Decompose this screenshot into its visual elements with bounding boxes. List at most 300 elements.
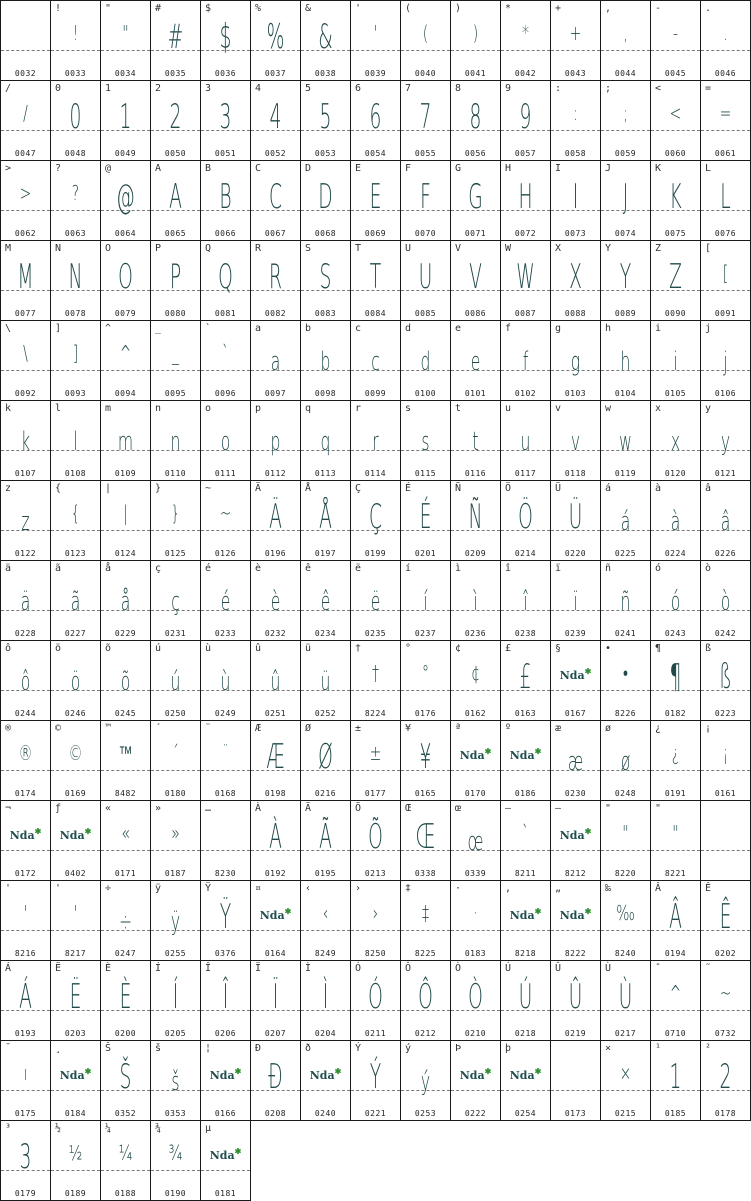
glyph-cell (600, 80, 651, 161)
glyph-preview: ~ (219, 501, 232, 525)
glyph-preview: ' (373, 21, 378, 45)
glyph-cell (700, 480, 751, 561)
glyph-char-label: ü (305, 643, 312, 654)
glyph-cell (700, 160, 751, 241)
glyph-cell (400, 720, 451, 801)
glyph-code: 0065 (164, 229, 187, 238)
missing-glyph-mark: Nda✱ (209, 1146, 242, 1162)
glyph-code: 0376 (214, 949, 237, 958)
glyph-preview: h (620, 347, 631, 377)
baseline-guide (51, 1090, 100, 1091)
glyph-cell (100, 720, 151, 801)
glyph-code: 0046 (714, 69, 737, 78)
glyph-preview: Ê (719, 897, 732, 937)
glyph-char-label: ¿ (655, 723, 662, 734)
glyph-char-label: < (655, 83, 662, 94)
glyph-cell (650, 640, 701, 721)
glyph-code: 0242 (714, 629, 737, 638)
glyph-cell (450, 400, 501, 481)
glyph-code: 0118 (564, 469, 587, 478)
missing-glyph-mark: Nda✱ (459, 746, 492, 762)
glyph-preview: & (318, 17, 333, 57)
glyph-code: 0221 (364, 1109, 387, 1118)
glyph-code: 0117 (514, 469, 537, 478)
glyph-preview: c (371, 347, 380, 377)
glyph-char-label: o (205, 403, 212, 414)
glyph-cell (100, 480, 151, 561)
glyph-char-label: á (605, 483, 612, 494)
glyph-code: 0213 (364, 869, 387, 878)
glyph-char-label: G (455, 163, 462, 174)
glyph-cell (0, 800, 51, 881)
glyph-code: 0250 (164, 709, 187, 718)
glyph-char-label: • (605, 643, 612, 654)
glyph-preview: ° (422, 661, 429, 685)
baseline-guide (551, 850, 600, 851)
glyph-code: 0216 (314, 789, 337, 798)
glyph-char-label: ³ (5, 1123, 12, 1134)
glyph-char-label: ' (55, 883, 62, 894)
glyph-code: 8225 (414, 949, 437, 958)
glyph-preview: ^ (119, 341, 132, 365)
glyph-preview: ! (72, 21, 79, 45)
glyph-code: 0093 (64, 389, 87, 398)
glyph-preview: Î (222, 977, 229, 1017)
glyph-cell (100, 80, 151, 161)
glyph-char-label: ý (405, 1043, 412, 1054)
glyph-code: 0062 (14, 229, 37, 238)
glyph-char-label: Ú (505, 963, 512, 974)
glyph-char-label: V (455, 243, 462, 254)
glyph-preview: = (719, 101, 732, 125)
glyph-code: 0338 (414, 869, 437, 878)
glyph-preview: e (470, 347, 481, 377)
glyph-char-label: v (555, 403, 562, 414)
glyph-cell (650, 960, 701, 1041)
glyph-preview: [ (722, 261, 729, 285)
glyph-char-label: 2 (155, 83, 162, 94)
glyph-preview: ë (370, 587, 381, 617)
glyph-code: 0251 (264, 709, 287, 718)
glyph-cell (0, 1120, 51, 1201)
glyph-code: 0110 (164, 469, 187, 478)
glyph-preview: 6 (369, 97, 382, 137)
glyph-code: 0212 (414, 1029, 437, 1038)
glyph-code: 0196 (264, 549, 287, 558)
glyph-code: 0072 (514, 229, 537, 238)
glyph-char-label: Ó (355, 963, 362, 974)
glyph-cell (450, 560, 501, 641)
glyph-code: 8218 (514, 949, 537, 958)
glyph-char-label: å (105, 563, 112, 574)
glyph-cell (300, 880, 351, 961)
glyph-char-label: Ö (505, 483, 512, 494)
glyph-code: 0043 (564, 69, 587, 78)
glyph-cell (500, 0, 551, 81)
glyph-code: 0114 (364, 469, 387, 478)
glyph-preview: š (171, 1067, 180, 1097)
glyph-code: 0231 (164, 629, 187, 638)
glyph-cell (250, 240, 301, 321)
glyph-code: 0105 (664, 389, 687, 398)
glyph-preview: » (171, 821, 180, 845)
glyph-char-label: D (305, 163, 312, 174)
glyph-code: 0164 (264, 949, 287, 958)
glyph-cell (400, 480, 451, 561)
glyph-cell (0, 560, 51, 641)
glyph-preview: K (669, 177, 682, 217)
glyph-preview: ] (72, 341, 79, 365)
glyph-preview: < (669, 101, 682, 125)
glyph-cell (600, 0, 651, 81)
glyph-preview: N (68, 257, 83, 297)
glyph-char-label: „ (555, 883, 562, 894)
glyph-char-label: Þ (455, 1043, 462, 1054)
glyph-cell (300, 800, 351, 881)
glyph-cell (350, 800, 401, 881)
glyph-cell (450, 240, 501, 321)
glyph-char-label: × (605, 1043, 612, 1054)
glyph-code: 0167 (564, 709, 587, 718)
glyph-cell (500, 160, 551, 241)
glyph-char-label: Ÿ (205, 883, 212, 894)
glyph-cell (550, 960, 601, 1041)
glyph-preview: ù (220, 667, 231, 697)
glyph-code: 0101 (464, 389, 487, 398)
glyph-char-label: B (205, 163, 212, 174)
glyph-char-label: Í (155, 963, 162, 974)
glyph-char-label: k (5, 403, 12, 414)
glyph-preview: _ (172, 341, 179, 365)
glyph-cell (250, 880, 301, 961)
glyph-char-label: ƒ (55, 803, 62, 814)
glyph-cell (200, 320, 251, 401)
glyph-preview: | (123, 501, 128, 525)
glyph-preview: k (20, 427, 31, 457)
glyph-code: 0182 (664, 709, 687, 718)
glyph-code: 0064 (114, 229, 137, 238)
glyph-cell (650, 80, 701, 161)
glyph-cell (100, 640, 151, 721)
glyph-char-label: * (505, 3, 512, 14)
glyph-code: 0086 (464, 309, 487, 318)
glyph-cell (150, 800, 201, 881)
glyph-char-label: † (355, 643, 362, 654)
glyph-char-label: é (205, 563, 212, 574)
glyph-cell (50, 320, 101, 401)
glyph-code: 0166 (214, 1109, 237, 1118)
glyph-char-label: Õ (355, 803, 362, 814)
glyph-cell (650, 400, 701, 481)
glyph-code: 0091 (714, 309, 737, 318)
glyph-cell (200, 720, 251, 801)
glyph-char-label: z (5, 483, 12, 494)
glyph-code: 0248 (614, 789, 637, 798)
glyph-cell (200, 480, 251, 561)
glyph-preview: • (623, 661, 628, 685)
glyph-char-label: ` (205, 323, 212, 334)
glyph-preview: I (572, 177, 579, 217)
glyph-code: 0037 (264, 69, 287, 78)
glyph-cell (450, 320, 501, 401)
glyph-cell (700, 560, 751, 641)
glyph-preview: ÷ (118, 907, 133, 937)
glyph-code: 0116 (464, 469, 487, 478)
glyph-char-label: % (255, 3, 262, 14)
glyph-preview: Å (319, 497, 332, 537)
glyph-char-label: d (405, 323, 412, 334)
glyph-preview: û (270, 667, 281, 697)
glyph-code: 0255 (164, 949, 187, 958)
glyph-cell (700, 800, 751, 881)
glyph-preview: Ú (518, 977, 533, 1017)
glyph-cell (350, 1040, 401, 1121)
glyph-code: 0163 (514, 709, 537, 718)
glyph-preview: « (121, 821, 130, 845)
glyph-code: 0055 (414, 149, 437, 158)
glyph-cell (350, 480, 401, 561)
glyph-preview: Õ (368, 817, 383, 857)
glyph-preview: Ï (272, 977, 279, 1017)
glyph-preview: / (23, 101, 28, 125)
glyph-char-label: x (655, 403, 662, 414)
glyph-cell (400, 1040, 451, 1121)
glyph-code: 0032 (14, 69, 37, 78)
glyph-cell (600, 240, 651, 321)
baseline-guide (501, 1090, 550, 1091)
glyph-code: 0229 (114, 629, 137, 638)
glyph-preview: ì (473, 587, 478, 617)
glyph-code: 0185 (664, 1109, 687, 1118)
glyph-preview: y (720, 427, 731, 457)
glyph-code: 0106 (714, 389, 737, 398)
glyph-char-label: C (255, 163, 262, 174)
glyph-cell (600, 1040, 651, 1121)
glyph-cell (50, 400, 101, 481)
glyph-preview: Ó (368, 977, 383, 1017)
baseline-guide (451, 770, 500, 771)
glyph-preview: à (670, 507, 681, 537)
glyph-char-label: P (155, 243, 162, 254)
glyph-preview: 4 (269, 97, 282, 137)
glyph-preview: M (17, 257, 34, 297)
glyph-char-label: 8 (455, 83, 462, 94)
glyph-preview: t (472, 427, 479, 457)
baseline-guide (201, 1170, 250, 1171)
glyph-preview: ` (522, 821, 529, 845)
glyph-cell (50, 560, 101, 641)
glyph-cell (550, 400, 601, 481)
glyph-code: 0243 (664, 629, 687, 638)
glyph-preview: n (170, 427, 181, 457)
glyph-code: 0168 (214, 789, 237, 798)
glyph-preview: è (270, 587, 281, 617)
glyph-preview: ý (420, 1067, 431, 1097)
glyph-code: 0246 (64, 709, 87, 718)
glyph-preview: W (516, 257, 535, 297)
glyph-char-label: Ò (455, 963, 462, 974)
glyph-cell (50, 640, 101, 721)
glyph-preview: C (268, 177, 283, 217)
missing-glyph-mark: Nda✱ (509, 906, 542, 922)
glyph-char-label: Ô (405, 963, 412, 974)
glyph-code: 0710 (664, 1029, 687, 1038)
glyph-cell (500, 720, 551, 801)
glyph-code: 0236 (464, 629, 487, 638)
glyph-char-label: Ë (55, 963, 62, 974)
glyph-preview: o (220, 427, 231, 457)
glyph-preview: Ÿ (219, 897, 232, 937)
glyph-cell (700, 80, 751, 161)
glyph-code: 0204 (314, 1029, 337, 1038)
glyph-cell (350, 80, 401, 161)
glyph-cell (200, 560, 251, 641)
glyph-code: 0036 (214, 69, 237, 78)
glyph-char-label: Y (605, 243, 612, 254)
glyph-char-label: W (505, 243, 512, 254)
glyph-code: 0235 (364, 629, 387, 638)
glyph-char-label: ! (55, 3, 62, 14)
glyph-cell (400, 640, 451, 721)
glyph-char-label: r (355, 403, 362, 414)
glyph-cell (600, 560, 651, 641)
glyph-cell (200, 640, 251, 721)
glyph-char-label: Î (205, 963, 212, 974)
glyph-char-label: ' (355, 3, 362, 14)
glyph-cell (500, 240, 551, 321)
glyph-char-label: ñ (605, 563, 612, 574)
glyph-cell (150, 0, 201, 81)
glyph-code: 0047 (14, 149, 37, 158)
glyph-cell (300, 400, 351, 481)
glyph-code: 0161 (714, 789, 737, 798)
glyph-preview: Ð (268, 1057, 283, 1097)
glyph-preview: Ù (618, 977, 633, 1017)
glyph-cell (650, 880, 701, 961)
glyph-code: 0211 (364, 1029, 387, 1038)
glyph-preview: ø (620, 747, 631, 777)
glyph-preview: ^ (669, 981, 682, 1005)
glyph-preview: œ (467, 827, 484, 857)
glyph-code: 0057 (514, 149, 537, 158)
glyph-char-label: Ù (605, 963, 612, 974)
baseline-guide (451, 1090, 500, 1091)
glyph-char-label: { (55, 483, 62, 494)
glyph-code: 8230 (214, 869, 237, 878)
glyph-cell (700, 400, 751, 481)
glyph-code: 0339 (464, 869, 487, 878)
glyph-cell (250, 160, 301, 241)
glyph-code: 0089 (614, 309, 637, 318)
glyph-cell (0, 480, 51, 561)
glyph-cell (400, 800, 451, 881)
glyph-cell (700, 240, 751, 321)
baseline-guide (551, 930, 600, 931)
glyph-char-label: ) (455, 3, 462, 14)
glyph-char-label: ú (155, 643, 162, 654)
glyph-code: 0181 (214, 1189, 237, 1198)
glyph-code: 0226 (714, 549, 737, 558)
glyph-code: 8216 (14, 949, 37, 958)
glyph-char-label: Å (305, 483, 312, 494)
glyph-code: 8222 (564, 949, 587, 958)
glyph-code: 0053 (314, 149, 337, 158)
glyph-cell (50, 480, 101, 561)
glyph-code: 0169 (64, 789, 87, 798)
glyph-cell (150, 400, 201, 481)
glyph-cell (350, 400, 401, 481)
glyph-preview: r (372, 427, 379, 457)
glyph-code: 0085 (414, 309, 437, 318)
glyph-char-label: ê (305, 563, 312, 574)
glyph-char-label: + (555, 3, 562, 14)
glyph-char-label: î (505, 563, 512, 574)
glyph-char-label: ª (455, 723, 462, 734)
glyph-cell (650, 0, 701, 81)
glyph-preview: l (73, 427, 78, 457)
glyph-char-label: q (305, 403, 312, 414)
glyph-cell (350, 720, 401, 801)
glyph-code: 0042 (514, 69, 537, 78)
glyph-code: 0208 (264, 1109, 287, 1118)
glyph-preview: ¾ (168, 1141, 183, 1165)
glyph-char-label: â (705, 483, 712, 494)
glyph-code: 0162 (464, 709, 487, 718)
glyph-preview: ¥ (419, 737, 432, 777)
glyph-cell (600, 960, 651, 1041)
glyph-cell (500, 560, 551, 641)
glyph-preview: $ (219, 17, 232, 57)
glyph-code: 0108 (64, 469, 87, 478)
glyph-char-label: " (105, 3, 112, 14)
glyph-code: 0077 (14, 309, 37, 318)
glyph-preview: # (167, 17, 184, 57)
glyph-char-label: — (555, 803, 562, 814)
glyph-cell (150, 880, 201, 961)
glyph-char-label: A (155, 163, 162, 174)
glyph-preview: m (117, 427, 134, 457)
glyph-cell (700, 320, 751, 401)
glyph-code: 0193 (14, 1029, 37, 1038)
glyph-char-label: ë (355, 563, 362, 574)
glyph-preview: 8 (469, 97, 482, 137)
glyph-code: 0098 (314, 389, 337, 398)
glyph-preview: ¢ (471, 661, 480, 685)
glyph-preview: j (723, 347, 728, 377)
glyph-cell (700, 880, 751, 961)
glyph-preview: ‹ (322, 901, 329, 925)
glyph-char-label: · (455, 883, 462, 894)
glyph-preview: D (318, 177, 333, 217)
glyph-cell (650, 160, 701, 241)
glyph-cell (50, 160, 101, 241)
glyph-code: 0076 (714, 229, 737, 238)
glyph-code: 0038 (314, 69, 337, 78)
glyph-code: 0040 (414, 69, 437, 78)
glyph-char-label: F (405, 163, 412, 174)
glyph-cell (400, 160, 451, 241)
glyph-preview: T (369, 257, 382, 297)
glyph-char-label: R (255, 243, 262, 254)
glyph-cell (200, 1040, 251, 1121)
glyph-code: 0095 (164, 389, 187, 398)
glyph-cell (450, 160, 501, 241)
glyph-code: 0180 (164, 789, 187, 798)
glyph-cell (100, 1120, 151, 1201)
glyph-cell (650, 1040, 701, 1121)
glyph-char-label: = (705, 83, 712, 94)
glyph-preview: ' (73, 901, 78, 925)
